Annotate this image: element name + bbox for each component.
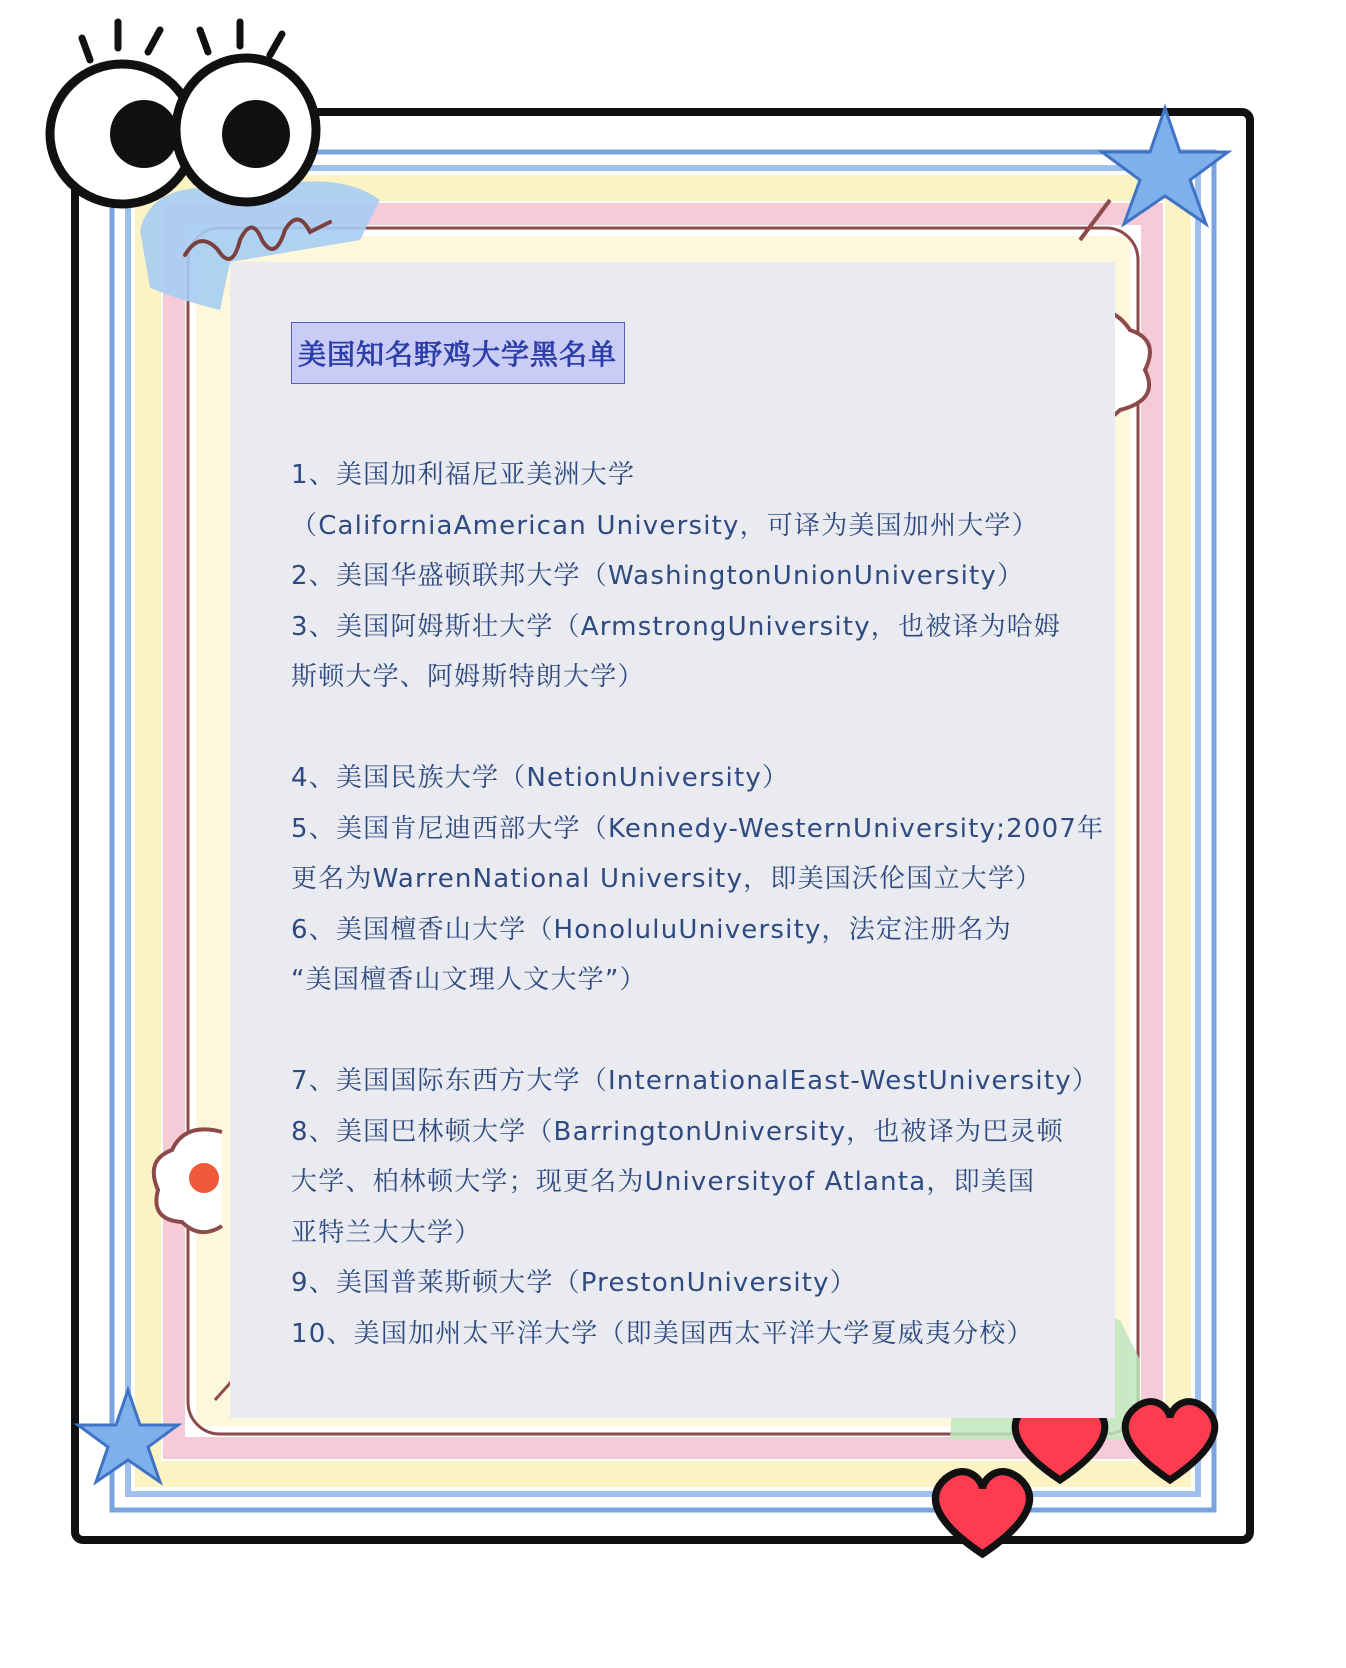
- list-item: 8、美国巴林顿大学（BarringtonUniversity，也被译为巴灵顿: [291, 1116, 1064, 1147]
- spacer: [291, 703, 1111, 754]
- content-panel: [230, 262, 1115, 1418]
- cartoon-eyes: [50, 22, 316, 204]
- list-item: （CaliforniaAmerican University，可译为美国加州大学）: [291, 510, 1039, 541]
- list-item: “美国檀香山文理人文大学”）: [291, 965, 647, 995]
- list-item: 9、美国普莱斯顿大学（PrestonUniversity）: [291, 1268, 857, 1298]
- list-item: 亚特兰大大学）: [291, 1217, 482, 1248]
- list-item: 大学、柏林顿大学；现更名为Universityof Atlanta，即美国: [291, 1167, 1036, 1197]
- page-title: 美国知名野鸡大学黑名单: [291, 322, 625, 384]
- list-item: 5、美国肯尼迪西部大学（Kennedy-WesternUniversity;2007年: [291, 813, 1105, 844]
- list-item: 更名为WarrenNational University，即美国沃伦国立大学）: [291, 864, 1043, 894]
- list-item: 2、美国华盛顿联邦大学（WashingtonUnionUniversity）: [291, 561, 1025, 591]
- list-item: 3、美国阿姆斯壮大学（ArmstrongUniversity，也被译为哈姆: [291, 611, 1062, 642]
- list-item: 1、美国加利福尼亚美洲大学: [291, 460, 636, 490]
- spacer: [291, 1006, 1111, 1057]
- list-item: 4、美国民族大学（NetionUniversity）: [291, 763, 790, 793]
- list-item: 6、美国檀香山大学（HonoluluUniversity，法定注册名为: [291, 914, 1012, 945]
- list-item: 斯顿大学、阿姆斯特朗大学）: [291, 662, 645, 692]
- university-list: [291, 450, 1111, 1359]
- list-item: 10、美国加州太平洋大学（即美国西太平洋大学夏威夷分校）: [291, 1318, 1034, 1349]
- list-item: 7、美国国际东西方大学（InternationalEast-WestUniversity）: [291, 1066, 1099, 1096]
